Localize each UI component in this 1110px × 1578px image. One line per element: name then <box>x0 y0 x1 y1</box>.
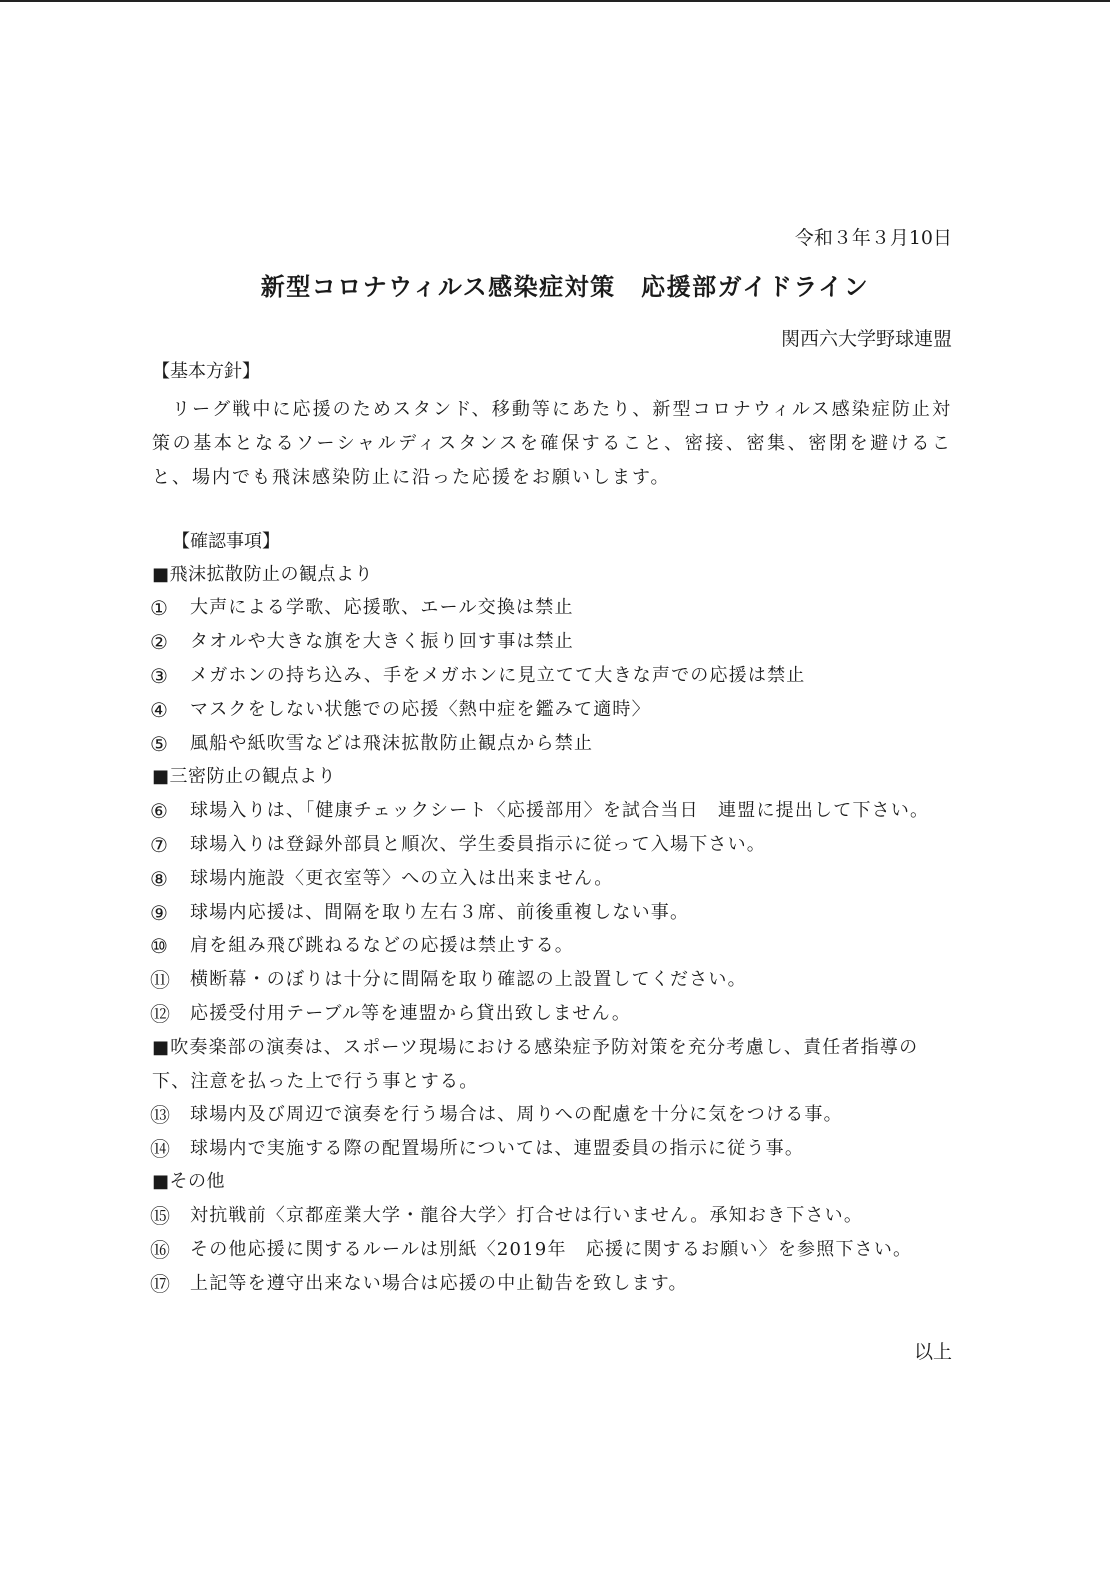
item-number: ⑯ <box>150 1238 172 1262</box>
list-item <box>150 865 613 893</box>
item-text: 球場入りは、「健康チェックシート〈応援部用〉を試合当日 連盟に提出して下さい。 <box>190 800 930 821</box>
list-item <box>150 730 593 758</box>
item-text: 横断幕・のぼりは十分に間隔を取り確認の上設置してください。 <box>190 969 747 990</box>
item-number: ③ <box>150 664 170 688</box>
group-heading-band: ■吹奏楽部の演奏は、スポーツ現場における感染症予防対策を充分考慮し、責任者指導の下、注意を払った上で行う事とする。 <box>152 1037 919 1092</box>
item-number: ② <box>150 630 170 654</box>
item-number: ⑪ <box>150 968 172 992</box>
list-item <box>150 899 689 927</box>
document-date: 令和３年３月10日 <box>794 227 952 249</box>
item-text: 風船や紙吹雪などは飛沫拡散防止観点から禁止 <box>190 733 594 754</box>
item-text: 球場内で実施する際の配置場所については、連盟委員の指示に従う事。 <box>190 1138 805 1159</box>
list-item <box>150 1135 804 1163</box>
item-number: ⑧ <box>150 867 170 891</box>
item-text: 応援受付用テーブル等を連盟から貸出致しません。 <box>190 1003 632 1024</box>
item-text: タオルや大きな旗を大きく振り回す事は禁止 <box>190 631 574 652</box>
item-text: 球場入りは登録外部員と順次、学生委員指示に従って入場下さい。 <box>190 834 766 855</box>
item-number: ⑩ <box>150 934 170 958</box>
item-number: ⑤ <box>150 732 170 756</box>
group-heading-other: ■その他 <box>152 1171 226 1192</box>
list-item <box>150 1101 843 1129</box>
item-number: ⑭ <box>150 1137 172 1161</box>
list-item <box>150 628 574 656</box>
document-title: 新型コロナウィルス感染症対策 応援部ガイドライン <box>260 273 870 301</box>
item-number: ⑰ <box>150 1272 172 1296</box>
organization-name: 関西六大学野球連盟 <box>780 328 952 350</box>
policy-body: リーグ戦中に応援のためスタンド、移動等にあたり、新型コロナウィルス感染症防止対策の基本となるソーシャルディスタンスを確保すること、密接、密集、密閉を避けること、場内でも飛沫感染防止に沿った応援をお願いします。 <box>152 399 952 488</box>
item-text: 肩を組み飛び跳ねるなどの応援は禁止する。 <box>190 935 574 956</box>
item-number: ⑥ <box>150 799 170 823</box>
confirm-heading: 【確認事項】 <box>172 531 280 552</box>
list-item <box>150 696 651 724</box>
closing-text: 以上 <box>913 1341 952 1363</box>
list-item <box>150 1270 688 1298</box>
item-number: ⑫ <box>150 1002 172 1026</box>
group-heading-three-c: ■三密防止の観点より <box>152 766 337 787</box>
item-text: 球場内及び周辺で演奏を行う場合は、周りへの配慮を十分に気をつける事。 <box>190 1104 843 1125</box>
list-item <box>150 1236 912 1264</box>
item-text: マスクをしない状態での応援〈熱中症を鑑みて適時〉 <box>190 699 651 720</box>
list-item <box>150 932 574 960</box>
item-number: ④ <box>150 698 170 722</box>
item-text: 対抗戦前〈京都産業大学・龍谷大学〉打合せは行いません。承知おき下さい。 <box>190 1205 864 1226</box>
list-item <box>150 797 929 825</box>
list-item <box>150 1000 631 1028</box>
item-number: ⑬ <box>150 1103 172 1127</box>
policy-heading: 【基本方針】 <box>152 361 260 382</box>
list-item <box>150 594 574 622</box>
group-heading-droplet: ■飛沫拡散防止の観点より <box>152 564 374 585</box>
item-text: その他応援に関するルールは別紙〈2019年 応援に関するお願い〉を参照下さい。 <box>190 1239 913 1260</box>
list-item <box>150 966 747 994</box>
item-number: ⑨ <box>150 901 170 925</box>
item-text: 球場内施設〈更衣室等〉への立入は出来ません。 <box>190 868 614 889</box>
item-text: 上記等を遵守出来ない場合は応援の中止勧告を致します。 <box>190 1273 688 1294</box>
list-item <box>150 831 766 859</box>
item-text: 球場内応援は、間隔を取り左右３席、前後重複しない事。 <box>190 902 690 923</box>
item-number: ⑮ <box>150 1204 172 1228</box>
list-item <box>150 1202 863 1230</box>
list-item <box>150 662 805 690</box>
item-number: ⑦ <box>150 833 170 857</box>
item-text: 大声による学歌、応援歌、エール交換は禁止 <box>190 597 574 618</box>
item-text: メガホンの持ち込み、手をメガホンに見立てて大きな声での応援は禁止 <box>190 665 806 686</box>
item-number: ① <box>150 596 170 620</box>
